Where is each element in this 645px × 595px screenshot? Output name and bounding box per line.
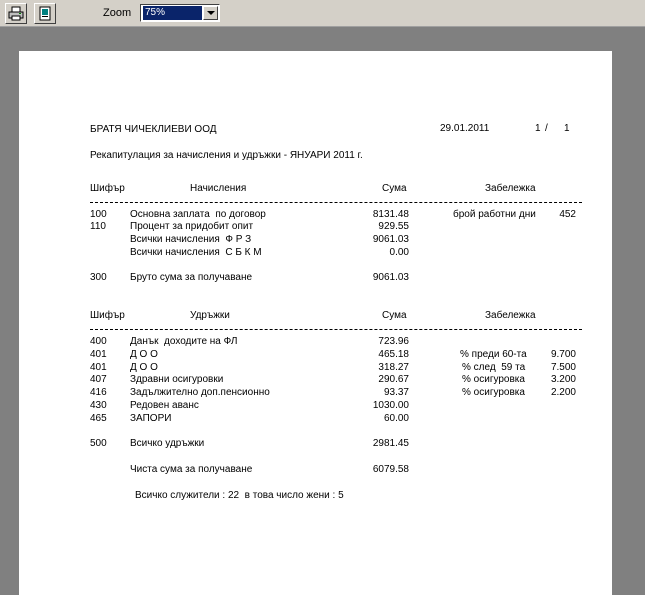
row-amount: 290.67 (378, 374, 409, 385)
zoom-select[interactable] (140, 4, 220, 22)
row-amount: 60.00 (383, 413, 409, 424)
row-name: Здравни осигуровки (130, 374, 224, 385)
row-name: Редовен аванс (130, 400, 199, 411)
print-button[interactable] (5, 3, 27, 24)
row-code: 500 (90, 438, 107, 449)
deductions-amount-header: Сума (382, 310, 407, 321)
row-note-value: 3.200 (550, 374, 576, 385)
row-name: Всички начисления Ф Р З (130, 234, 252, 245)
report-title: Рекапитулация за начисления и удръжки - ЯНУАРИ 2011 г. (90, 150, 363, 161)
row-note-value: 2.200 (550, 387, 576, 398)
chevron-down-icon[interactable] (203, 6, 218, 20)
row-name: Данък доходите на ФЛ (130, 336, 238, 347)
row-amount: 8131.48 (372, 209, 409, 220)
accruals-amount-header: Сума (382, 183, 407, 194)
accruals-note-header: Забележка (485, 183, 536, 194)
row-amount: 9061.03 (372, 234, 409, 245)
zoom-label: Zoom (103, 7, 132, 19)
row-code: 407 (90, 374, 107, 385)
row-amount: 93.37 (383, 387, 409, 398)
toolbar (0, 0, 645, 27)
deductions-note-header: Забележка (485, 310, 536, 321)
row-name: Основна заплата по договор (130, 209, 266, 220)
row-code: 465 (90, 413, 107, 424)
row-code: 401 (90, 362, 107, 373)
divider (90, 329, 582, 330)
row-name: ЗАПОРИ (130, 413, 172, 424)
row-name: Д О О (130, 362, 158, 373)
row-note: % след 59 та (462, 362, 526, 373)
page-current: 1 (535, 123, 541, 134)
row-code: 401 (90, 349, 107, 360)
row-amount: 318.27 (378, 362, 409, 373)
report-page (19, 51, 612, 595)
row-note-value: 9.700 (550, 349, 576, 360)
row-amount: 1030.00 (372, 400, 409, 411)
divider (90, 202, 582, 203)
page-total: 1 (564, 123, 570, 134)
deductions-name-header: Удръжки (190, 310, 230, 321)
zoom-value: 75% (143, 6, 202, 20)
row-code: 416 (90, 387, 107, 398)
row-name: Всичко удръжки (130, 438, 205, 449)
row-code: 100 (90, 209, 107, 220)
row-code: 430 (90, 400, 107, 411)
row-amount: 2981.45 (372, 438, 409, 449)
row-amount: 723.96 (378, 336, 409, 347)
accruals-name-header: Начисления (190, 183, 247, 194)
row-code: 400 (90, 336, 107, 347)
page-separator: / (545, 123, 548, 134)
row-amount: 0.00 (389, 247, 409, 258)
row-amount: 465.18 (378, 349, 409, 360)
row-amount: 6079.58 (372, 464, 409, 475)
report-date: 29.01.2011 (440, 123, 490, 134)
page-setup-icon (37, 6, 53, 21)
row-code: 110 (90, 221, 106, 232)
row-note: брой работни дни (453, 209, 536, 220)
row-name: Д О О (130, 349, 158, 360)
row-name: Всички начисления С Б К М (130, 247, 262, 258)
row-note-value: 7.500 (550, 362, 576, 373)
row-code: 300 (90, 272, 107, 283)
row-name: Чиста сума за получаване (130, 464, 253, 475)
row-name: Процент за придобит опит (130, 221, 254, 232)
row-name: Задължително доп.пенсионно (130, 387, 270, 398)
printer-icon (8, 6, 24, 21)
deductions-code-header: Шифър (90, 310, 125, 321)
row-note: % преди 60-та (460, 349, 527, 360)
row-amount: 9061.03 (372, 272, 409, 283)
accruals-code-header: Шифър (90, 183, 125, 194)
row-amount: 929.55 (378, 221, 409, 232)
row-name: Бруто сума за получаване (130, 272, 253, 283)
page-setup-button[interactable] (34, 3, 56, 24)
employees-summary: Всичко служители : 22 в това число жени : 5 (135, 490, 344, 501)
row-note-value: 452 (559, 209, 576, 220)
row-note: % осигуровка (462, 387, 525, 398)
row-note: % осигуровка (462, 374, 525, 385)
company-name: БРАТЯ ЧИЧЕКЛИЕВИ ООД (90, 124, 217, 135)
